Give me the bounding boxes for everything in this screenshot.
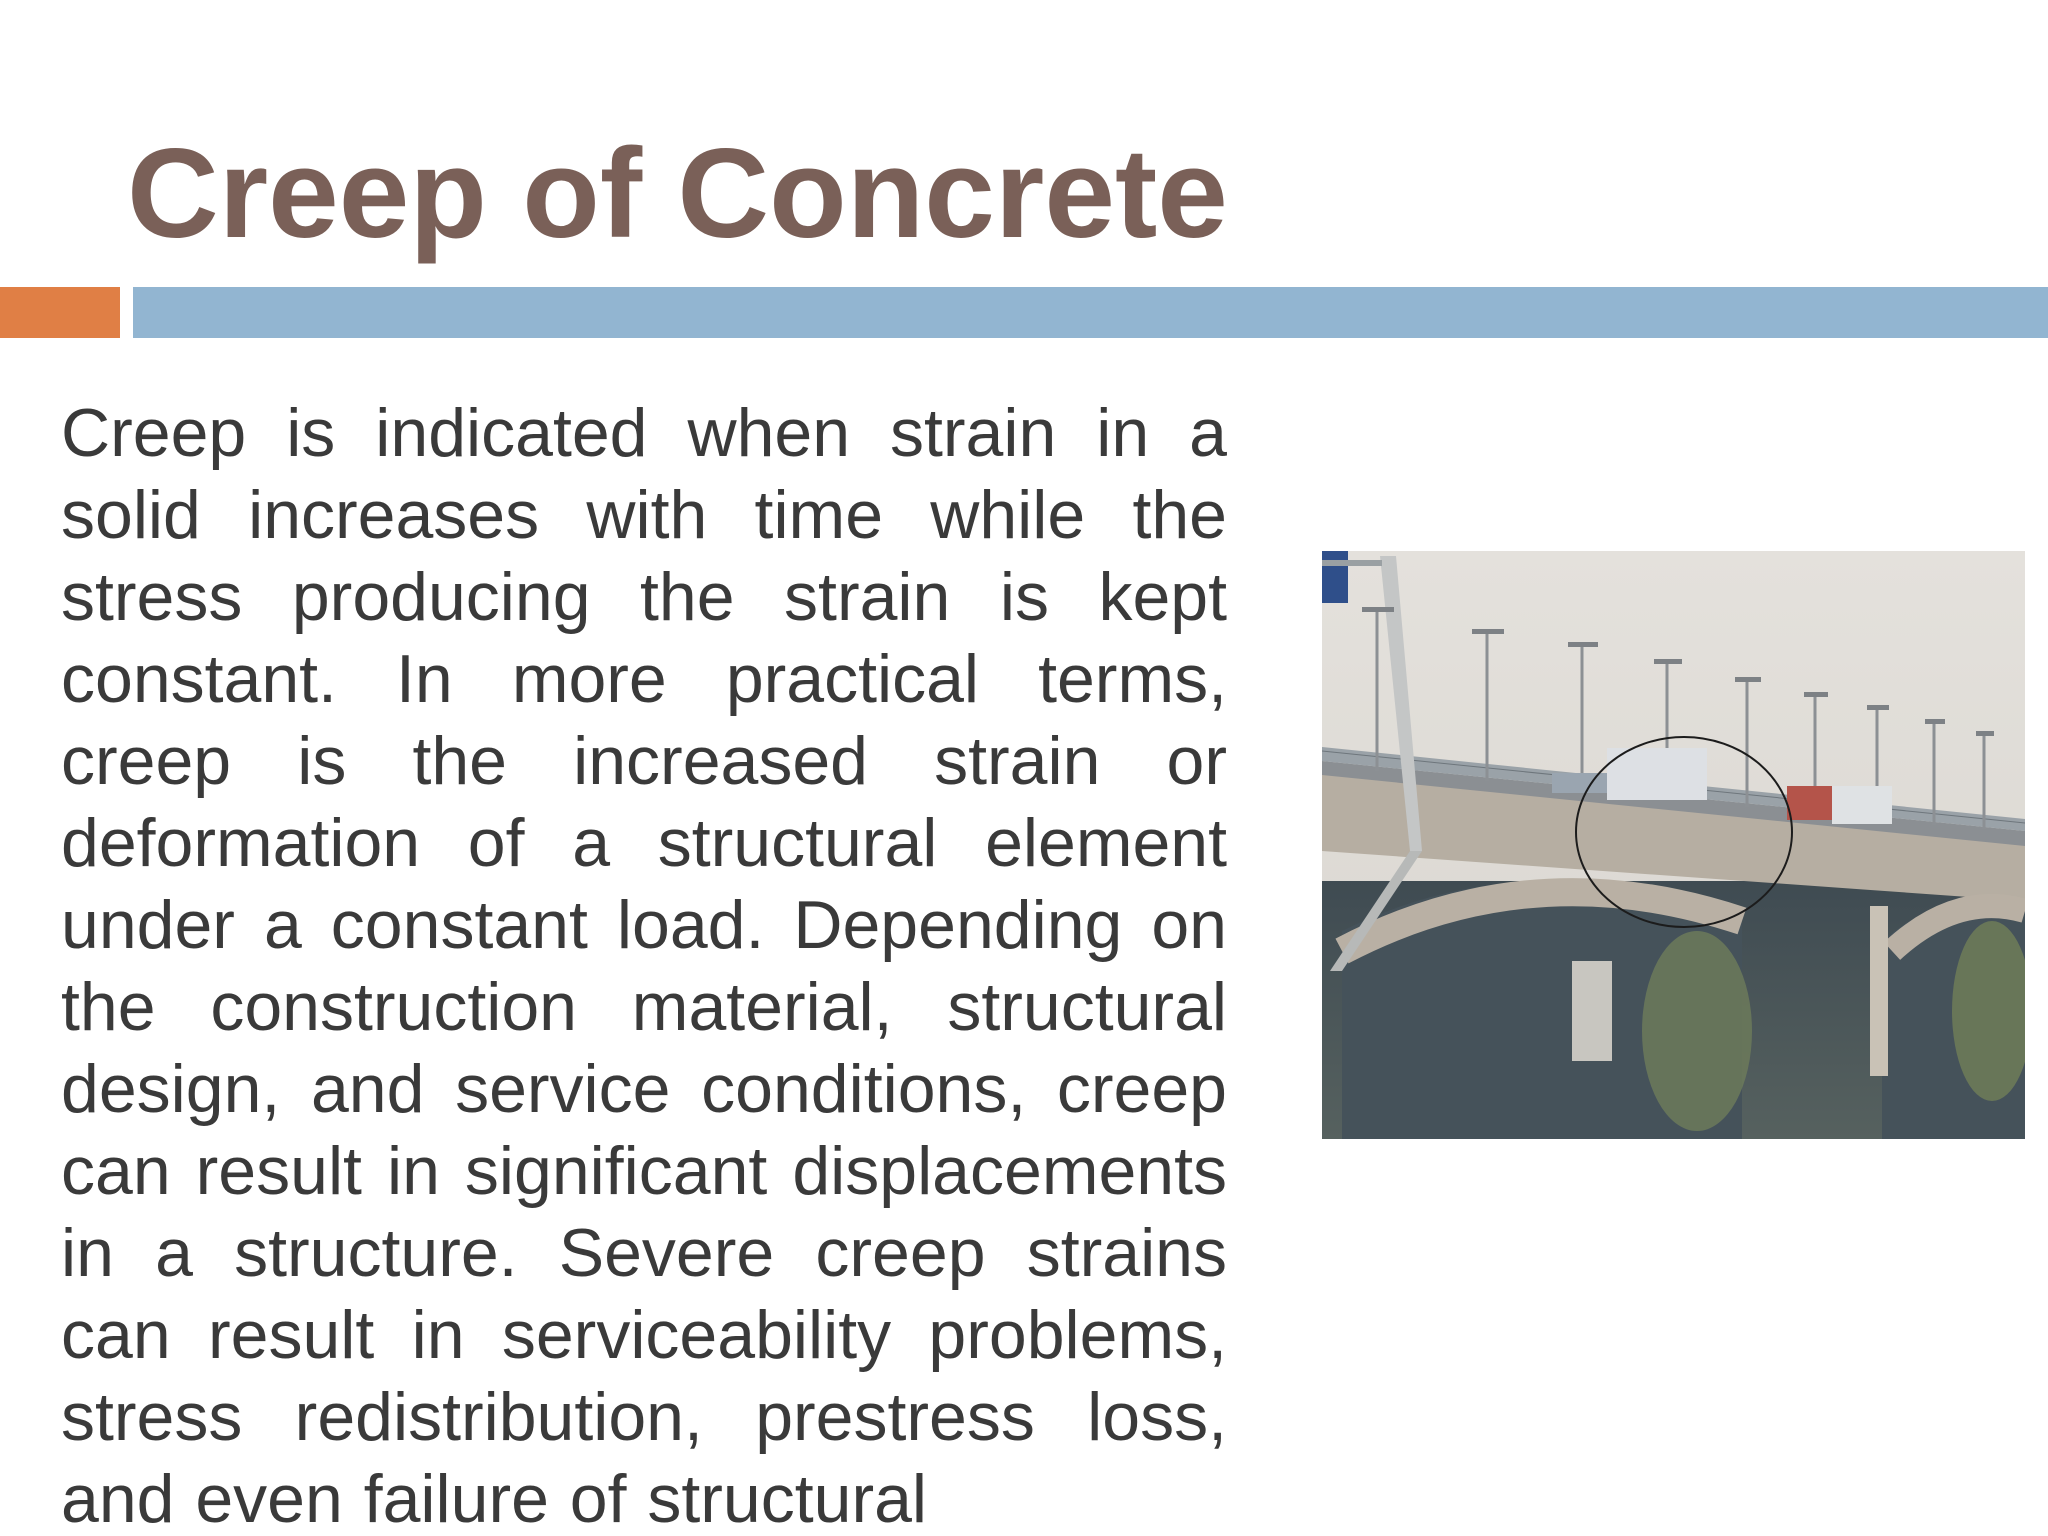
body-text: Creep is indicated when strain in a solid increases with time while the stress producing the strain is kept constant. In more practical terms, creep is the increased strain or deformation of a structural element under a constant load. Depending on the construction material, structural design, and service conditions, creep can result in significant displacements in a structure. Severe creep strains can result in serviceability problems, stress redistribution, prestress loss, and even failure of structural: [61, 395, 1227, 1536]
accent-bar-orange: [0, 287, 120, 338]
bridge-photo-illustration: [1322, 551, 2025, 1139]
accent-bar-blue: [133, 287, 2048, 338]
bridge-photo: [1322, 551, 2025, 1139]
slide-title: Creep of Concrete: [127, 122, 1228, 264]
